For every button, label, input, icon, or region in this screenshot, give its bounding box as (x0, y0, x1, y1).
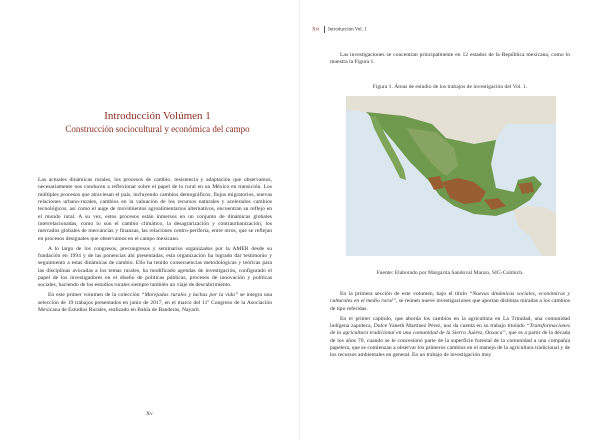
running-head-number: Xvi (312, 27, 320, 33)
section-title: “Nuevas dinámicas sociales, económicas y culturales en el medio rural” (330, 291, 570, 305)
chapter-one-title: “Transformaciones de la agricultura tradicional en una comunidad de la Sierra Juárez, Oaxaca” (330, 322, 570, 337)
chapter-one-end: , que es a partir de la década de los años 70, cuando se le concesionó parte de la superficie forestal de la comunidad a una compañía papelera, que se comienzan a observar los primeros cambios en el manejo de la agricultura tradicional y de los recursos ambientales en general. En un trabajo de investigación muy (330, 330, 570, 359)
intro-paragraph: Las investigaciones se concentran principalmente en 12 estados de la República mexicana, como lo muestra la Figura 1. (330, 52, 570, 66)
paragraph-1: Las actuales dinámicas rurales, los procesos de cambio, resistencia y adaptación que observamos, necesariamente nos conducen a reflexionar sobre el papel de lo rural en un México en transición. Los múltiples procesos que atraviesan el país, incluyendo cambios demográficos, flujos migratorios, nuevas relaciones urbano-rurales, cambios en la valuación de los recursos naturales y acelerados cambios tecnológicos, así como el auge de movimientos agroalimentarios alternativos, encuentran su reflejo en el mundo rural. A su vez, estos procesos están inmersos en un conjunto de dinámicas globales interrelacionadas, como lo son el cambio climático, la desagrarización y contraurbanización, los mercados globales de mercancías y finanzas, las relaciones centro-periferia, entre otros, que se reflejan en procesos desiguales que observamos en el campo mexicano. (38, 177, 272, 242)
page-number-left: Xv (146, 411, 153, 417)
running-head-divider (324, 26, 325, 33)
page-gutter (299, 0, 300, 440)
running-head (312, 26, 367, 33)
collection-title: “Marejadas rurales y luchas por la vida” (141, 292, 239, 299)
figure-caption: Figura 1. Áreas de estudio de los trabajos de investigación del Vol. 1. (372, 84, 528, 90)
chapter-title: Introducción Volúmen 1 (104, 110, 211, 122)
right-intro-text (330, 52, 570, 69)
mexico-study-area-map (346, 96, 556, 256)
left-body-text (38, 177, 272, 317)
section-paragraph-start: En la primera sección de este volumen, bajo el título (340, 291, 470, 297)
chapter-subtitle: Construcción sociocultural y económica del campo (65, 124, 250, 134)
section-paragraph-end: , se reúnen nueve investigaciones que aportan distintas miradas a los cambios de tipo referidas. (330, 298, 570, 312)
paragraph-3-start: En este primer volumen de la colección (48, 292, 142, 299)
paragraph-3 (38, 292, 272, 314)
section-paragraph (330, 291, 570, 313)
paragraph-2: A lo largo de los congresos, precongresos y seminarios organizados por la AMER desde su fundación en 1994 y de las ponencias ahí presentadas, esta organización ha logrado dar testimonio y seguimiento a estas dinámicas de cambio. Ello ha tenido consecuencias metodológicas y teóricas para las disciplinas avocadas a los temas rurales, ha modificado agendas de investigación, configurado el papel de los investigadores en el diseño de políticas públicas, procesos de innovación y políticas sociales, haciendo de los estudios rurales siempre también un viaje de descubrimiento. (38, 245, 272, 289)
chapter-one-paragraph (330, 316, 570, 360)
chapter-one-start: En el primer capítulo, que aborda los cambios en la agricultura en La Trinidad, una comunidad indígena zapoteca, Dulce Yaneth Martínez Pérez, nos da cuenta en su trabajo titulado (330, 315, 570, 329)
running-head-title: Introducción Vol. 1 (328, 27, 367, 33)
right-body-text (330, 291, 570, 362)
paragraph-3-end: se integra una selección de 19 trabajos presentados en junio de 2017, en el marco del 11º Congreso de la Asociación Mexicana de Estudios Rurales, realizado en Bahía de Banderas, Nayarit. (38, 292, 272, 313)
figure-source: Fuente: Elaborado por Margarita Sandoval Manzo, SIG-Colmich. (376, 270, 524, 276)
